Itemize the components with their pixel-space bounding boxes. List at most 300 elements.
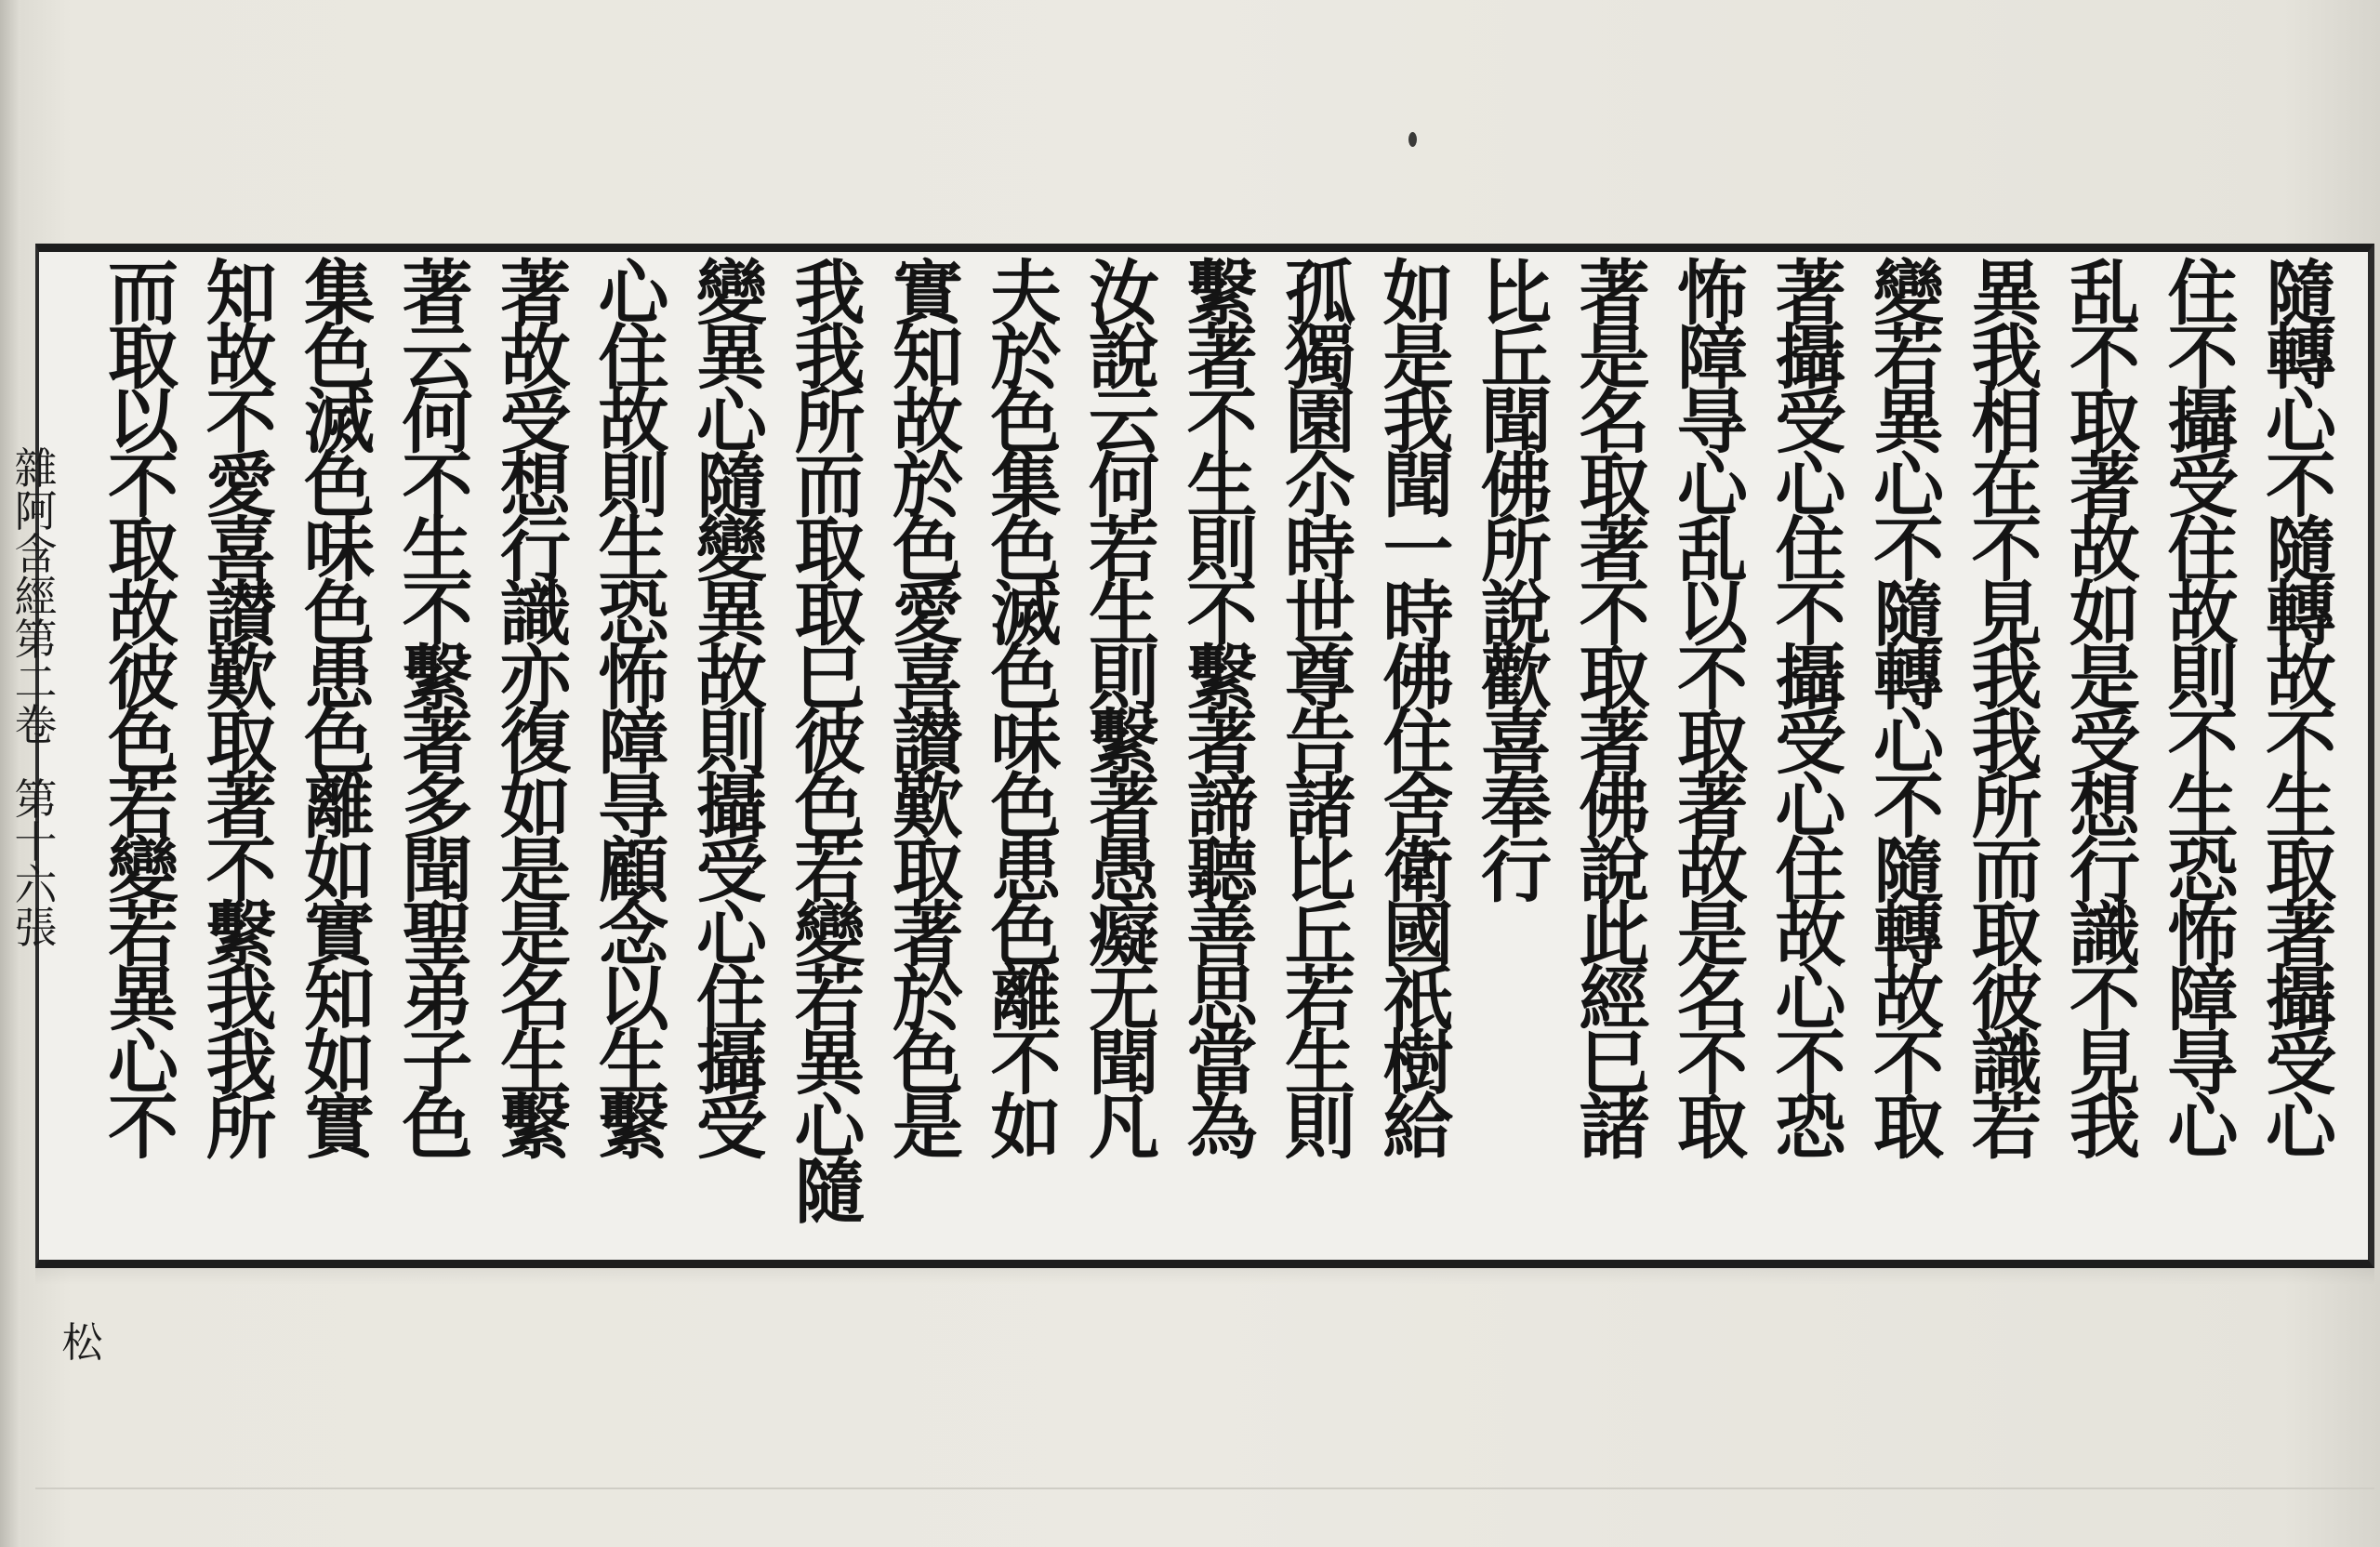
glyph: 取 [1677, 701, 1748, 784]
glyph: 生 [1089, 573, 1159, 655]
glyph: 无 [1089, 958, 1159, 1040]
text-column [2155, 252, 2252, 1169]
glyph: 識 [500, 573, 571, 655]
glyph: 住 [696, 958, 767, 1040]
glyph: 實 [304, 893, 375, 976]
glyph: 我 [1382, 380, 1454, 463]
glyph: 不 [205, 380, 277, 463]
glyph: 凡 [1089, 1086, 1159, 1169]
glyph: 轉 [2266, 316, 2336, 399]
frame-shadow [35, 1268, 2374, 1285]
glyph: 取 [2069, 380, 2140, 463]
glyph: 取 [892, 829, 963, 912]
glyph: 生 [402, 509, 473, 591]
glyph: 離 [304, 765, 375, 848]
glyph: 著 [892, 893, 963, 976]
glyph: 故 [205, 316, 277, 399]
glyph: 心 [1873, 701, 1944, 784]
glyph: 不 [1873, 1022, 1944, 1104]
glyph: 若 [108, 765, 178, 848]
glyph: 聞 [1382, 444, 1454, 527]
glyph: 若 [108, 893, 178, 976]
glyph: 攝 [1775, 637, 1846, 720]
glyph: 不 [2266, 444, 2336, 527]
glyph: 則 [598, 444, 669, 527]
glyph: 世 [1285, 573, 1355, 655]
text-column [291, 252, 388, 1169]
glyph: 我 [1971, 316, 2043, 399]
glyph: 心 [1775, 444, 1846, 527]
glyph: 色 [304, 316, 375, 399]
glyph: 想 [2069, 765, 2140, 848]
glyph: 著 [1579, 701, 1650, 784]
text-column [95, 252, 192, 1169]
footer-gap [3, 747, 70, 778]
text-frame [14, 244, 2374, 1367]
glyph: 障 [1677, 316, 1748, 399]
glyph: 說 [1481, 573, 1552, 655]
glyph: 愛 [205, 444, 277, 527]
glyph: 聞 [402, 829, 473, 912]
glyph: 佛 [1481, 444, 1552, 527]
glyph: 經 [1579, 958, 1650, 1040]
glyph: 弟 [402, 958, 473, 1040]
glyph: 變 [696, 509, 767, 591]
glyph: 夫 [990, 252, 1062, 335]
glyph: 彼 [794, 701, 866, 784]
glyph: 色 [304, 701, 375, 784]
glyph: 著 [2069, 444, 2140, 527]
glyph: 我 [205, 1022, 277, 1104]
glyph: 彼 [1971, 958, 2043, 1040]
glyph: 生 [1186, 444, 1258, 527]
glyph: 受 [500, 380, 571, 463]
glyph: 歡 [1481, 637, 1552, 720]
glyph: 故 [2266, 637, 2336, 720]
glyph: 何 [1089, 444, 1159, 527]
glyph: 不 [1186, 380, 1258, 463]
glyph: 生 [500, 1022, 571, 1104]
text-column [2056, 252, 2153, 1169]
glyph: 若 [1971, 1086, 2043, 1169]
glyph: 以 [108, 380, 178, 463]
glyph: 知 [205, 252, 277, 335]
glyph: 滅 [304, 380, 375, 463]
glyph: 聖 [402, 893, 473, 976]
glyph: 歎 [892, 765, 963, 848]
glyph: 聞 [1481, 380, 1552, 463]
glyph: 若 [1873, 316, 1944, 399]
glyph: 故 [696, 637, 767, 720]
footer-sheet-glyph: 十 [14, 817, 58, 867]
glyph: 著 [1579, 252, 1650, 335]
glyph: 異 [696, 573, 767, 655]
glyph: 是 [1579, 316, 1650, 399]
glyph: 取 [1971, 893, 2043, 976]
glyph: 一 [1382, 509, 1454, 591]
glyph: 不 [402, 444, 473, 527]
glyph: 巳 [794, 637, 866, 720]
glyph: 變 [108, 829, 178, 912]
glyph: 住 [1775, 829, 1846, 912]
glyph: 㝵 [598, 765, 669, 848]
footer-title-glyph: 經 [14, 572, 58, 622]
glyph: 名 [500, 958, 571, 1040]
glyph: 亦 [500, 637, 571, 720]
glyph: 所 [205, 1086, 277, 1169]
glyph: 取 [794, 509, 866, 591]
glyph: 色 [990, 380, 1062, 463]
text-column [1174, 252, 1271, 1169]
glyph: 所 [794, 380, 866, 463]
glyph: 住 [1382, 701, 1454, 784]
glyph: 色 [304, 444, 375, 527]
text-column [782, 252, 879, 1233]
glyph: 故 [1775, 893, 1846, 976]
glyph: 多 [402, 765, 473, 848]
glyph: 園 [1285, 380, 1355, 463]
glyph: 所 [1481, 509, 1552, 591]
glyph: 喜 [892, 637, 963, 720]
glyph: 心 [108, 1022, 178, 1104]
glyph: 若 [794, 958, 866, 1040]
glyph: 繫 [1186, 637, 1258, 720]
glyph: 心 [598, 252, 669, 335]
text-column [193, 252, 290, 1169]
glyph: 色 [892, 509, 963, 591]
glyph: 恐 [1775, 1086, 1846, 1169]
glyph: 心 [2167, 1086, 2239, 1169]
glyph: 生 [1285, 1022, 1355, 1104]
footer-title-glyph: 雜 [14, 443, 58, 494]
glyph: 諦 [1186, 765, 1258, 848]
glyph: 若 [1285, 958, 1355, 1040]
glyph: 不 [205, 829, 277, 912]
glyph: 生 [2167, 765, 2239, 848]
glyph: 不 [2167, 701, 2239, 784]
glyph: 比 [1481, 252, 1552, 335]
glyph: 心 [2266, 1086, 2336, 1169]
glyph: 喜 [1481, 701, 1552, 784]
glyph: 為 [1186, 1086, 1258, 1169]
glyph: 取 [1579, 444, 1650, 527]
glyph: 不 [1186, 573, 1258, 655]
text-column [1468, 252, 1565, 912]
glyph: 則 [1285, 1086, 1355, 1169]
glyph: 故 [108, 573, 178, 655]
glyph: 怖 [598, 637, 669, 720]
glyph: 心 [696, 893, 767, 976]
glyph: 著 [402, 252, 473, 335]
glyph: 識 [1971, 1022, 2043, 1104]
glyph: 隨 [1873, 829, 1944, 912]
glyph: 則 [1186, 509, 1258, 591]
glyph: 子 [402, 1022, 473, 1104]
glyph: 繫 [1186, 252, 1258, 335]
footer-mark: 松 [61, 1319, 103, 1367]
glyph: 名 [1677, 958, 1748, 1040]
glyph: 我 [205, 958, 277, 1040]
footer-sheet-glyph: 張 [14, 903, 58, 953]
glyph: 乱 [2069, 252, 2140, 335]
glyph: 滅 [990, 573, 1062, 655]
glyph: 不 [2069, 958, 2140, 1040]
glyph: 不 [1775, 573, 1846, 655]
glyph: 住 [2167, 509, 2239, 591]
glyph: 行 [2069, 829, 2140, 912]
glyph: 念 [598, 893, 669, 976]
glyph: 色 [990, 509, 1062, 591]
glyph: 我 [1971, 637, 2043, 720]
glyph: 我 [2069, 1086, 2140, 1169]
glyph: 攝 [2266, 958, 2336, 1040]
glyph: 變 [794, 893, 866, 976]
glyph: 受 [1775, 380, 1846, 463]
glyph: 復 [500, 701, 571, 784]
glyph: 攝 [696, 1022, 767, 1104]
glyph: 取 [1873, 1086, 1944, 1169]
glyph: 當 [1186, 1022, 1258, 1104]
text-column [390, 252, 486, 1169]
glyph: 知 [892, 316, 963, 399]
glyph: 異 [696, 316, 767, 399]
glyph: 取 [2266, 829, 2336, 912]
glyph: 住 [2167, 252, 2239, 335]
glyph: 以 [1677, 573, 1748, 655]
glyph: 取 [1677, 1086, 1748, 1169]
glyph: 取 [794, 573, 866, 655]
glyph: 相 [1971, 380, 2043, 463]
glyph: 給 [1382, 1086, 1454, 1169]
glyph: 舍 [1382, 765, 1454, 848]
glyph: 名 [1579, 380, 1650, 463]
glyph: 恐 [598, 573, 669, 655]
glyph: 著 [1579, 509, 1650, 591]
glyph: 則 [696, 701, 767, 784]
glyph: 集 [990, 444, 1062, 527]
glyph: 時 [1285, 509, 1355, 591]
glyph: 孤 [1285, 252, 1355, 335]
glyph: 離 [990, 958, 1062, 1040]
glyph: 不 [1677, 1022, 1748, 1104]
glyph: 則 [1089, 637, 1159, 720]
footer-title-glyph: 卷 [14, 700, 58, 750]
glyph: 不 [108, 444, 178, 527]
text-column [683, 252, 780, 1169]
glyph: 受 [2266, 1022, 2336, 1104]
glyph: 則 [2167, 637, 2239, 720]
glyph: 隨 [1873, 573, 1944, 655]
glyph: 云 [1089, 380, 1159, 463]
glyph: 說 [1089, 316, 1159, 399]
glyph: 不 [1873, 765, 1944, 848]
glyph: 樹 [1382, 1022, 1454, 1104]
glyph: 歎 [205, 637, 277, 720]
text-column [1567, 252, 1663, 1169]
glyph: 怖 [2167, 893, 2239, 976]
text-column [1763, 252, 1859, 1169]
glyph: 說 [1579, 829, 1650, 912]
glyph: 隨 [2266, 252, 2336, 335]
glyph: 隨 [794, 1150, 866, 1233]
glyph: 若 [1089, 509, 1159, 591]
glyph: 識 [2069, 893, 2140, 976]
glyph: 獨 [1285, 316, 1355, 399]
glyph: 見 [2069, 1022, 2140, 1104]
glyph: 見 [1971, 573, 2043, 655]
glyph: 不 [1775, 1022, 1846, 1104]
text-column [586, 252, 682, 1169]
glyph: 佛 [1579, 765, 1650, 848]
glyph: 異 [794, 1022, 866, 1104]
glyph: 取 [205, 701, 277, 784]
glyph: 故 [2167, 573, 2239, 655]
glyph: 障 [598, 701, 669, 784]
glyph: 汝 [1089, 252, 1159, 335]
glyph: 故 [892, 380, 963, 463]
glyph: 患 [990, 829, 1062, 912]
text-column [1076, 252, 1172, 1169]
glyph: 行 [1481, 829, 1552, 912]
glyph: 心 [696, 380, 767, 463]
glyph: 不 [990, 1022, 1062, 1104]
glyph: 知 [304, 958, 375, 1040]
glyph: 如 [500, 765, 571, 848]
glyph: 讃 [205, 573, 277, 655]
glyph: 㝵 [2167, 1022, 2239, 1104]
glyph: 受 [696, 829, 767, 912]
glyph: 味 [304, 509, 375, 591]
glyph: 佛 [1382, 637, 1454, 720]
glyph: 喜 [205, 509, 277, 591]
glyph: 住 [1775, 509, 1846, 591]
glyph: 不 [1873, 509, 1944, 591]
glyph: 攝 [2167, 380, 2239, 463]
glyph: 是 [2069, 637, 2140, 720]
glyph: 色 [304, 573, 375, 655]
glyph: 色 [892, 1022, 963, 1104]
glyph: 於 [892, 958, 963, 1040]
glyph: 色 [402, 1086, 473, 1169]
glyph: 色 [108, 701, 178, 784]
glyph: 如 [304, 1022, 375, 1104]
glyph: 而 [794, 444, 866, 527]
footer-title-glyph: 二 [14, 657, 58, 707]
glyph: 而 [1971, 829, 2043, 912]
glyph: 乱 [1677, 509, 1748, 591]
glyph: 不 [2069, 316, 2140, 399]
glyph: 患 [304, 637, 375, 720]
text-column [487, 252, 584, 1169]
glyph: 不 [1677, 637, 1748, 720]
glyph: 我 [794, 252, 866, 335]
glyph: 故 [598, 380, 669, 463]
glyph: 奉 [1481, 765, 1552, 848]
glyph: 聞 [1089, 1022, 1159, 1104]
glyph: 轉 [2266, 573, 2336, 655]
glyph: 於 [990, 316, 1062, 399]
glyph: 心 [1873, 444, 1944, 527]
glyph: 繫 [205, 893, 277, 976]
glyph: 生 [598, 509, 669, 591]
ink-spot [1408, 132, 1417, 147]
bottom-rule [35, 1488, 2374, 1489]
glyph: 色 [990, 893, 1062, 976]
glyph: 不 [2167, 316, 2239, 399]
glyph: 愛 [892, 573, 963, 655]
text-column [1664, 252, 1761, 1169]
glyph: 取 [108, 509, 178, 591]
glyph: 生 [598, 1022, 669, 1104]
glyph: 受 [2069, 701, 2140, 784]
glyph: 讃 [892, 701, 963, 784]
glyph: 繫 [500, 1086, 571, 1169]
glyph: 故 [500, 316, 571, 399]
glyph: 巳 [1579, 1022, 1650, 1104]
glyph: 我 [794, 316, 866, 399]
glyph: 實 [892, 252, 963, 335]
glyph: 著 [2266, 893, 2336, 976]
footer-title-glyph: 阿 [14, 486, 58, 536]
glyph: 繫 [402, 637, 473, 720]
glyph: 於 [892, 444, 963, 527]
glyph: 彼 [108, 637, 178, 720]
text-column [2253, 252, 2349, 1169]
footer-sheet-glyph: 六 [14, 860, 58, 910]
glyph: 著 [1186, 701, 1258, 784]
glyph: 不 [402, 573, 473, 655]
glyph: 心 [2266, 380, 2336, 463]
footer-sheet-glyph: 第 [14, 774, 58, 825]
glyph: 心 [1677, 444, 1748, 527]
glyph: 繫 [598, 1086, 669, 1169]
glyph: 若 [794, 829, 866, 912]
glyph: 此 [1579, 893, 1650, 976]
glyph: 取 [108, 316, 178, 399]
glyph: 㝵 [1677, 380, 1748, 463]
glyph: 癡 [1089, 893, 1159, 976]
glyph: 心 [794, 1086, 866, 1169]
glyph: 如 [1382, 252, 1454, 335]
glyph: 衛 [1382, 829, 1454, 912]
glyph: 著 [1775, 252, 1846, 335]
text-column [879, 252, 976, 1169]
glyph: 著 [402, 701, 473, 784]
glyph: 我 [1971, 701, 2043, 784]
glyph: 云 [402, 316, 473, 399]
glyph: 生 [2266, 765, 2336, 848]
text-column [1959, 252, 2056, 1169]
glyph: 集 [304, 252, 375, 335]
text-column [1370, 252, 1467, 1169]
glyph: 是 [1677, 893, 1748, 976]
text-column [1860, 252, 1957, 1169]
glyph: 而 [108, 252, 178, 335]
glyph: 是 [1382, 316, 1454, 399]
glyph: 如 [2069, 573, 2140, 655]
glyph: 所 [1971, 765, 2043, 848]
glyph: 受 [696, 1086, 767, 1169]
glyph: 障 [2167, 958, 2239, 1040]
glyph: 異 [1971, 252, 2043, 335]
glyph: 著 [1089, 765, 1159, 848]
glyph: 味 [990, 701, 1062, 784]
glyph: 著 [500, 252, 571, 335]
glyph: 國 [1382, 893, 1454, 976]
glyph: 善 [1186, 893, 1258, 976]
glyph: 不 [108, 1086, 178, 1169]
glyph: 攝 [1775, 316, 1846, 399]
